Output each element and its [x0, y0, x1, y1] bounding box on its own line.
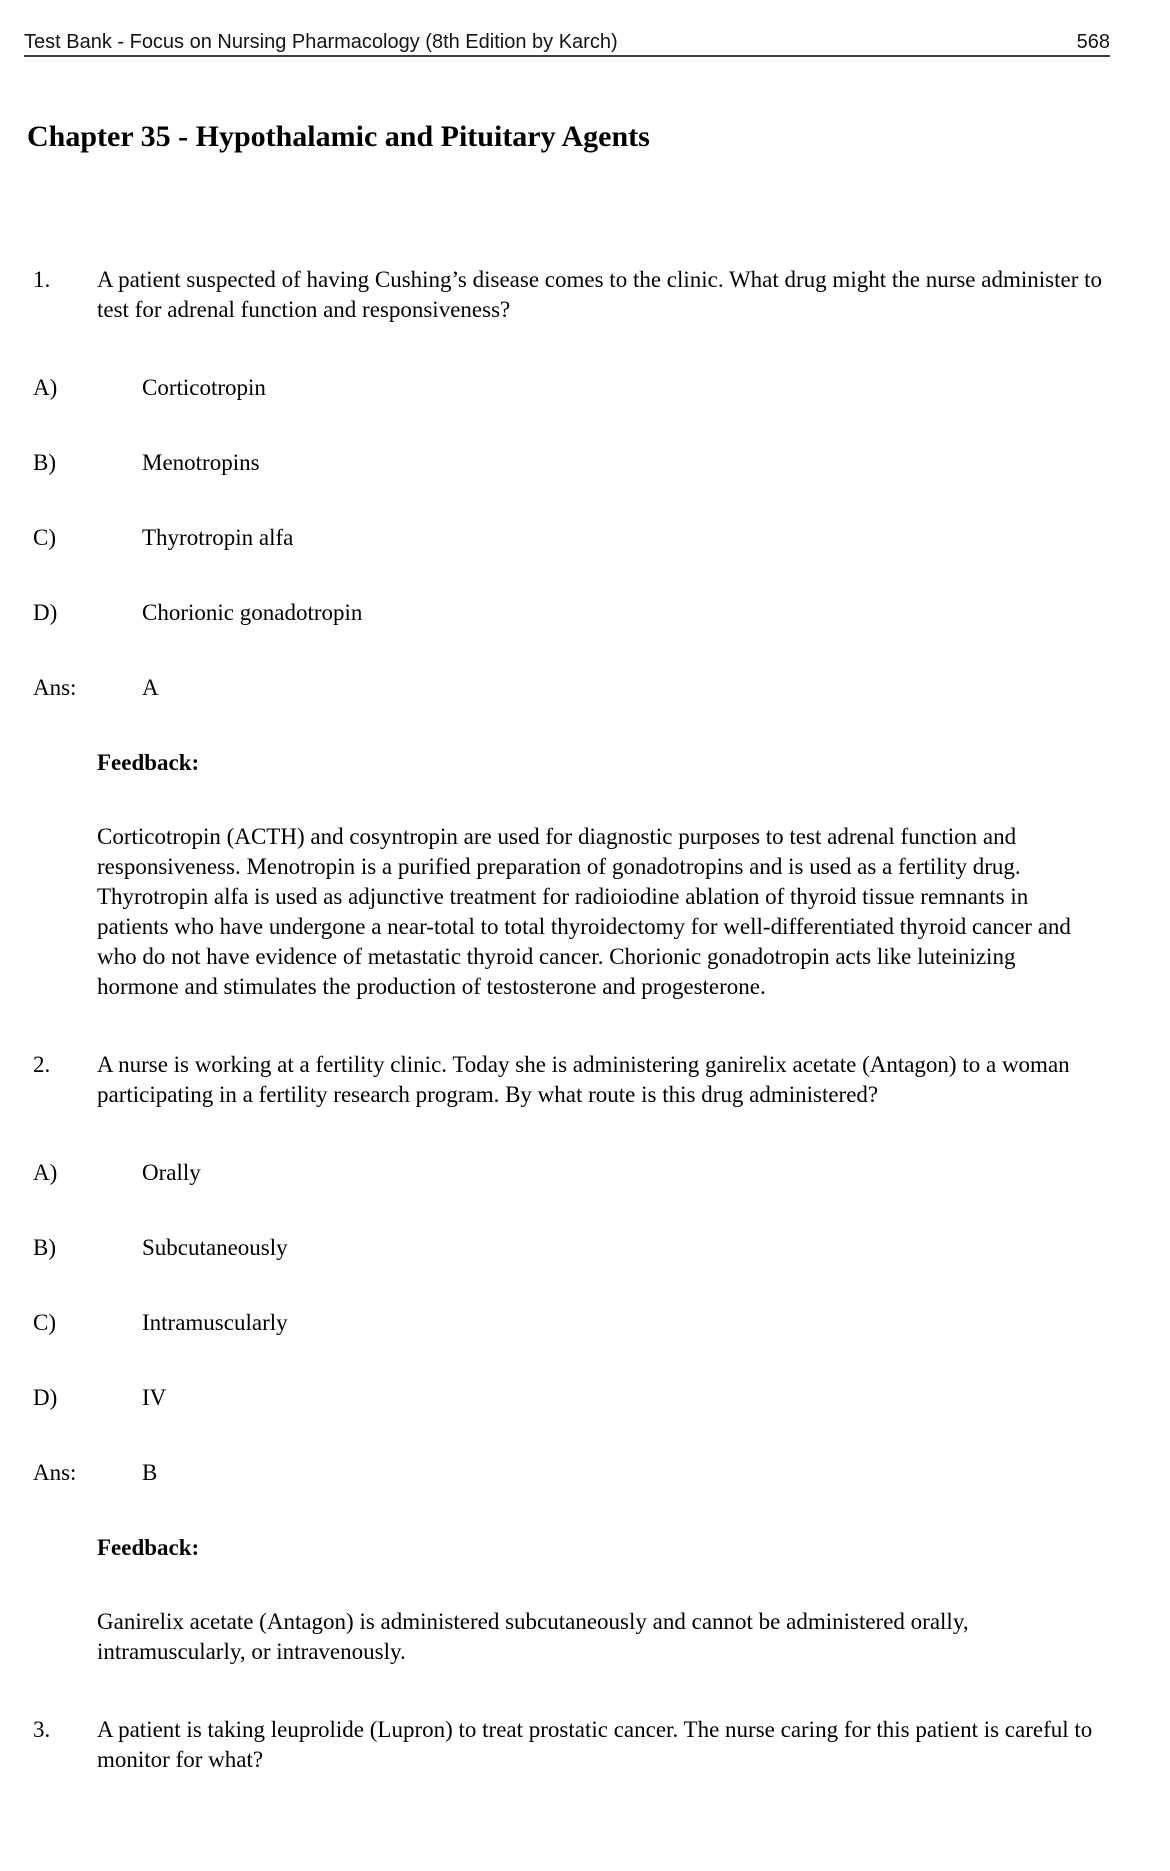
- option-letter: D): [33, 600, 58, 625]
- option-row: [33, 373, 1170, 403]
- question-number: 2.: [33, 1052, 51, 1077]
- question-text: A patient suspected of having Cushing’s disease comes to the clinic. What drug might the nurse administer to test for adrenal function and responsiveness?: [97, 267, 1102, 322]
- question-text: A nurse is working at a fertility clinic. Today she is administering ganirelix acetate (Antagon) to a woman participating in a fertility research program. By what route is this drug administered?: [97, 1052, 1070, 1107]
- option-row: [33, 523, 1170, 553]
- option-row: [33, 598, 1170, 628]
- feedback-label: Feedback:: [97, 1535, 200, 1560]
- header-title: Test Bank - Focus on Nursing Pharmacology (8th Edition by Karch): [24, 31, 618, 53]
- option-letter: C): [33, 1310, 56, 1335]
- option-row: [33, 1158, 1170, 1188]
- question-number: 1.: [33, 267, 51, 292]
- question-row: [33, 265, 1170, 325]
- option-row: [33, 1308, 1170, 1338]
- option-text: Subcutaneously: [142, 1235, 288, 1260]
- question-block: [0, 265, 1170, 1002]
- option-letter: B): [33, 1235, 56, 1260]
- answer-value: B: [142, 1460, 158, 1485]
- feedback-label: Feedback:: [97, 750, 200, 775]
- option-text: Thyrotropin alfa: [142, 525, 294, 550]
- option-letter: A): [33, 375, 58, 400]
- option-row: [33, 448, 1170, 478]
- question-row: [33, 1715, 1170, 1775]
- option-letter: A): [33, 1160, 58, 1185]
- option-letter: D): [33, 1385, 58, 1410]
- option-letter: C): [33, 525, 56, 550]
- question-text: A patient is taking leuprolide (Lupron) to treat prostatic cancer. The nurse caring for this patient is careful to monitor for what?: [97, 1717, 1093, 1772]
- option-text: Menotropins: [142, 450, 260, 475]
- feedback-text: Ganirelix acetate (Antagon) is administered subcutaneously and cannot be administered orally, intramuscularly, or intravenously.: [97, 1609, 969, 1664]
- option-text: Corticotropin: [142, 375, 266, 400]
- option-text: Chorionic gonadotropin: [142, 600, 363, 625]
- option-letter: B): [33, 450, 56, 475]
- chapter-title: Chapter 35 - Hypothalamic and Pituitary Agents: [27, 120, 650, 153]
- option-text: Intramuscularly: [142, 1310, 288, 1335]
- option-row: [33, 1383, 1170, 1413]
- feedback-text: Corticotropin (ACTH) and cosyntropin are used for diagnostic purposes to test adrenal function and responsiveness. Menotropin is a purified preparation of gonadotropins and is used as a fertility drug. Thyrotropin alfa is used as adjunctive treatment for radioiodine ablation of thyroid tissue remnants in patients who have undergone a near-total to total thyroidectomy for well-differentiated thyroid cancer and who do not have evidence of metastatic thyroid cancer. Chorionic gonadotropin acts like luteinizing hormone and stimulates the production of testosterone and progesterone.: [97, 824, 1071, 999]
- answer-row: [33, 1458, 1170, 1488]
- question-row: [33, 1050, 1170, 1110]
- page-number: 568: [1076, 31, 1110, 53]
- question-block: [0, 1050, 1170, 1667]
- answer-value: A: [142, 675, 159, 700]
- page-header: [24, 30, 1110, 57]
- answer-label: Ans:: [33, 1460, 77, 1485]
- option-text: Orally: [142, 1160, 201, 1185]
- option-text: IV: [142, 1385, 167, 1410]
- answer-row: [33, 673, 1170, 703]
- question-number: 3.: [33, 1717, 51, 1742]
- question-block: [0, 1715, 1170, 1775]
- option-row: [33, 1233, 1170, 1263]
- answer-label: Ans:: [33, 675, 77, 700]
